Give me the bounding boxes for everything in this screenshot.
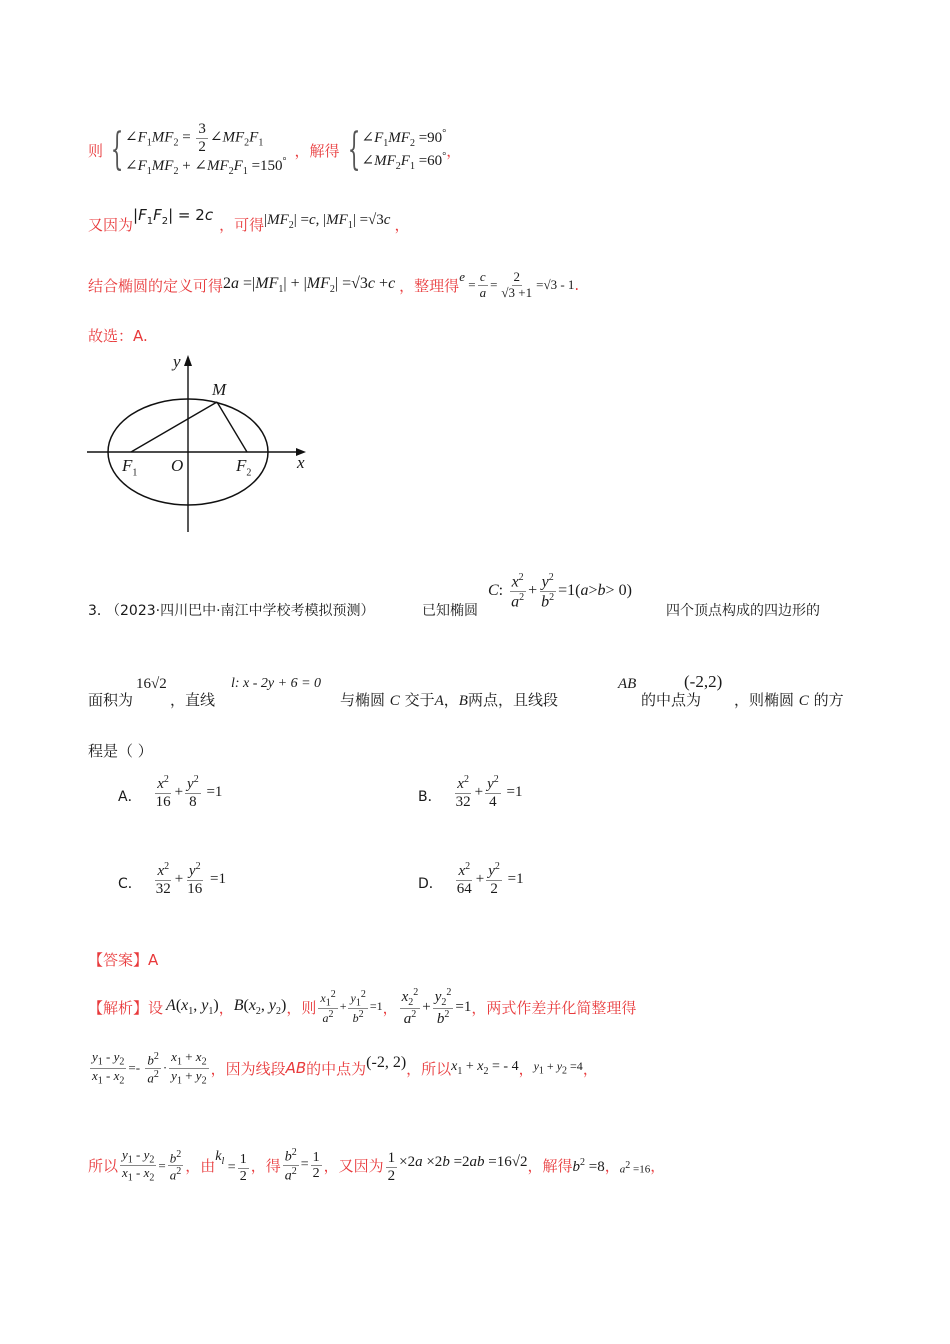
- slope-relation-expr: $\frac{y_1 - y_2}{x_1 - x_2}$ =- $\frac{b^2}{a^2}$ · $\frac{x_1 + x_2}{y_1 + y_2}$: [92, 1048, 207, 1087]
- analysis-line-2: $\frac{y_1 - y_2}{x_1 - x_2}$ =- $\frac{b^2}{a^2}$ · $\frac{x_1 + x_2}{y_1 + y_2}$ ，因为线段 AB 的中点为 (-2, 2) ，所以 $x_1 + x_2$ = - 4 ， $y_1 + y_2 =4$ ，: [88, 1042, 598, 1094]
- y-axis-arrow-icon: [184, 355, 192, 366]
- label-f1: $F_1$: [122, 456, 138, 479]
- eccentricity-expr: e = $\frac{c}{a}$ = $\frac{2}{√3 +1}$ =√3 - 1: [459, 269, 575, 300]
- midpoint-value: (-2,2): [684, 672, 723, 691]
- answer-line: [88, 949, 158, 970]
- ratio-value-expr: $\frac{b^2}{a^2}$ = $\frac{1}{2}$: [284, 1146, 320, 1184]
- segment-m-f2: [217, 402, 247, 452]
- conclusion-text: 故选：A.: [88, 327, 148, 345]
- segment-f1-m: [131, 402, 217, 452]
- question-3-line-2: 面积为 16√2 ，直线 l: x - 2y + 6 = 0 与椭圆 C 交于A，B两点，且线段 AB 的中点为 (-2,2) ，则椭圆 C 的方: [88, 672, 844, 709]
- line-equation: l: x - 2y + 6 = 0: [231, 676, 322, 691]
- text-then: 则: [88, 141, 104, 160]
- ellipse-equation: C : $\frac{x^2}{a^2}$ + $\frac{y^2}{b^2}$ =1( a > b > 0): [488, 572, 632, 611]
- left-brace: {: [110, 124, 124, 175]
- label-origin: O: [171, 456, 184, 475]
- left-brace: {: [347, 124, 360, 175]
- distances-expr: $|MF_2| =c$, $|MF_1| =√3c$: [264, 211, 391, 231]
- text-solved: ，解得: [294, 141, 340, 160]
- analysis-line-1: 【解析】 设 $A(x_1$, $y_1$) ， $B(x_2$, $y_2$) ，则 $\frac{x_1^2}{a^2}$ + $\frac{y_1^2}{b^2}$ =1 ， $\frac{x_2^2}{a^2}$ + $\frac{y_2^2}{b^2}$ =1 ，两式作差并化简整理得: [88, 986, 637, 1027]
- midpoint-coords: (-2, 2): [366, 1054, 407, 1071]
- solution-line-2: 又因为 $|F_1F_2| = 2c$ ，可得 $|MF_2| =c$, $|MF_1| =√3c$ ，: [88, 205, 410, 234]
- solution-line-3: 结合椭圆的定义可得 $2a =|MF_1| + |MF_2| =√3c +c$ ，整理得 e = $\frac{c}{a}$ = $\frac{2}{√3 +1}$ =√3 - 1 .: [88, 269, 580, 300]
- b-squared-value: $b^2 =8$: [572, 1157, 605, 1175]
- focal-distance-expr: $|F_1F_2| = 2c$: [133, 205, 214, 227]
- equation-system-given: $\angle F_1MF_2$ = $\frac{3}{2}$ $\angle MF_2F_1$ $\angle F_1MF_2$ + $\angle MF_2F_1 =150^\circ$: [125, 121, 287, 178]
- ellipse-definition-expr: $2a =|MF_1| + |MF_2| =√3c +c$: [223, 274, 396, 296]
- analysis-line-3: 所以 $\frac{y_1 - y_2}{x_1 - x_2}$ = $\frac{b^2}{a^2}$ ，由 $k_l$ = $\frac{1}{2}$ ，得 $\frac{b^2}{a^2}$ = $\frac{1}{2}$ ，又因为 $\frac{1}{2}$ ×2a ×2b =2ab =16√2 ，解得 $b^2 =8$ ， $a^2 =16$ ，: [88, 1146, 666, 1184]
- sum-x-expr: $x_1 + x_2$ = - 4: [451, 1059, 519, 1077]
- answer-value: A: [148, 951, 159, 969]
- a-squared-value: $a^2 =16$: [619, 1160, 651, 1176]
- label-m: M: [212, 380, 227, 399]
- equation-point-b: $\frac{x_2^2}{a^2}$ + $\frac{y_2^2}{b^2}$ =1: [401, 986, 472, 1027]
- point-a: $A(x_1$, $y_1$): [166, 996, 219, 1018]
- answer-label: 【答案】: [88, 951, 149, 969]
- slope-value-expr: $k_l$ = $\frac{1}{2}$: [215, 1149, 247, 1184]
- ellipse-diagram: [80, 345, 320, 540]
- segment-ab: AB: [618, 676, 637, 692]
- area-value: 16√2: [136, 676, 167, 692]
- choice-c[interactable]: C． $\frac{x^2}{32}$ + $\frac{y^2}{16}$ =1: [118, 861, 226, 897]
- slope-ratio-expr: $\frac{y_1 - y_2}{x_1 - x_2}$ = $\frac{b^2}{a^2}$: [122, 1146, 182, 1184]
- choice-d[interactable]: D． $\frac{x^2}{64}$ + $\frac{y^2}{2}$ =1: [418, 861, 524, 897]
- label-y: y: [173, 352, 181, 371]
- label-f2: $F_2$: [236, 456, 252, 479]
- question-source: （2023·四川巴中·南江中学校考模拟预测）: [106, 603, 375, 619]
- equation-system-result: $\angle F_1MF_2 =90^\circ$ $\angle MF_2F_1 =60^\circ$: [361, 127, 447, 172]
- choice-b[interactable]: B． $\frac{x^2}{32}$ + $\frac{y^2}{4}$ =1: [418, 774, 523, 810]
- question-3-line-1: 3． （2023·四川巴中·南江中学校考模拟预测） 已知椭圆 C : $\frac{x^2}{a^2}$ + $\frac{y^2}{b^2}$ =1( a > b > 0) 四个顶点构成的四边形的: [88, 572, 820, 619]
- analysis-label: 【解析】: [88, 998, 149, 1017]
- equation-point-a: $\frac{x_1^2}{a^2}$ + $\frac{y_1^2}{b^2}$ =1: [320, 988, 383, 1026]
- label-x: x: [297, 453, 305, 472]
- choice-a[interactable]: A． $\frac{x^2}{16}$ + $\frac{y^2}{8}$ =1: [118, 774, 223, 810]
- area-expr: $\frac{1}{2}$ ×2a ×2b =2ab =16√2: [387, 1150, 528, 1184]
- sum-y-expr: $y_1 + y_2 =4$: [533, 1059, 583, 1077]
- point-b: $B(x_2$, $y_2$): [233, 996, 287, 1018]
- question-3-line-3: 程是（ ）: [88, 742, 153, 760]
- question-number: 3．: [88, 603, 111, 619]
- solution-line-1: 则 { $\angle F_1MF_2$ = $\frac{3}{2}$ $\angle MF_2F_1$ $\angle F_1MF_2$ + $\angle MF_2F_1 =150^\circ$ ，解得 { $\angle F_1MF_2 =90^\circ$ $\angle MF_2F_1 =60^\circ$ ，: [88, 121, 462, 178]
